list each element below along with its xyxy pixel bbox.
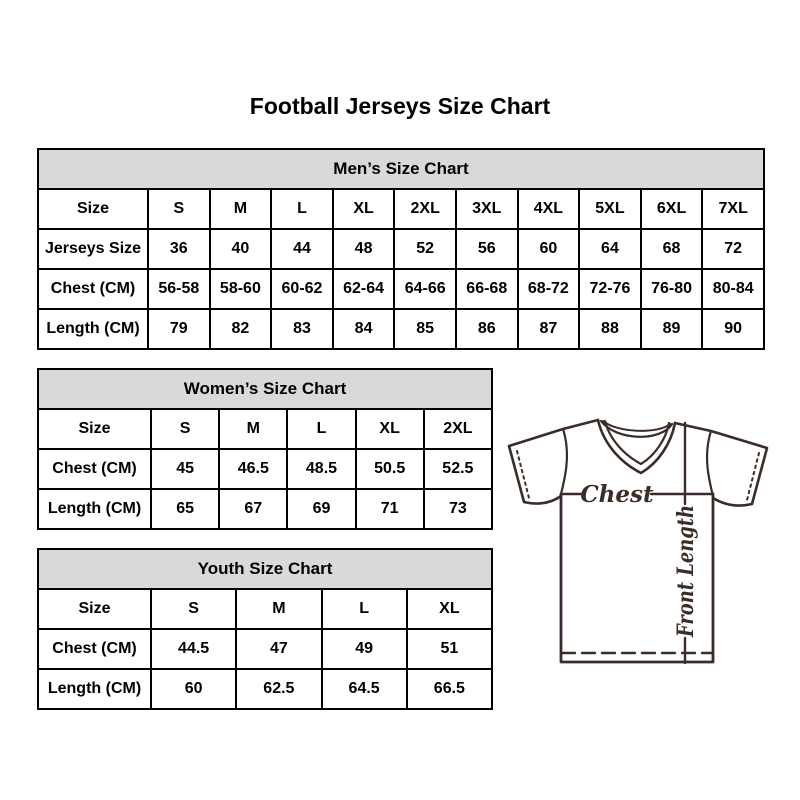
mens-table-row — [38, 189, 764, 229]
youth-row-label: Length (CM) — [38, 669, 151, 709]
womens-cell: XL — [356, 409, 424, 449]
womens-cell: 48.5 — [287, 449, 355, 489]
womens-row-label: Length (CM) — [38, 489, 151, 529]
mens-size-table — [37, 148, 765, 350]
mens-cell: 64-66 — [394, 269, 456, 309]
mens-cell: 85 — [394, 309, 456, 349]
mens-cell: 56-58 — [148, 269, 210, 309]
youth-cell: 49 — [322, 629, 407, 669]
jersey-left-cuff-dotted-line — [517, 451, 529, 498]
youth-size-table-container — [37, 548, 493, 710]
mens-cell: S — [148, 189, 210, 229]
youth-cell: L — [322, 589, 407, 629]
womens-cell: 50.5 — [356, 449, 424, 489]
mens-table-row — [38, 309, 764, 349]
mens-cell: 80-84 — [702, 269, 764, 309]
youth-row-label: Size — [38, 589, 151, 629]
jersey-right-cuff-dotted-line — [747, 453, 759, 500]
womens-cell: M — [219, 409, 287, 449]
youth-table-title: Youth Size Chart — [38, 549, 492, 589]
mens-cell: 90 — [702, 309, 764, 349]
page-title: Football Jerseys Size Chart — [249, 93, 551, 119]
womens-cell: 73 — [424, 489, 492, 529]
womens-cell: 67 — [219, 489, 287, 529]
mens-cell: 6XL — [641, 189, 703, 229]
mens-cell: 4XL — [518, 189, 580, 229]
womens-table-row — [38, 489, 492, 529]
jersey-collar-back-arc-inner — [603, 421, 670, 431]
mens-cell: 79 — [148, 309, 210, 349]
chest-label: Chest — [580, 481, 654, 508]
mens-cell: 48 — [333, 229, 395, 269]
womens-cell: 45 — [151, 449, 219, 489]
mens-cell: 64 — [579, 229, 641, 269]
youth-cell: XL — [407, 589, 492, 629]
mens-row-label: Jerseys Size — [38, 229, 148, 269]
mens-cell: 52 — [394, 229, 456, 269]
youth-cell: 64.5 — [322, 669, 407, 709]
womens-table-row — [38, 409, 492, 449]
mens-cell: 87 — [518, 309, 580, 349]
mens-cell: 84 — [333, 309, 395, 349]
mens-size-table-container — [37, 148, 765, 350]
youth-table-row — [38, 589, 492, 629]
jersey-measurement-diagram — [505, 412, 775, 674]
mens-cell: 62-64 — [333, 269, 395, 309]
mens-cell: 72-76 — [579, 269, 641, 309]
mens-cell: 2XL — [394, 189, 456, 229]
mens-cell: 60 — [518, 229, 580, 269]
mens-cell: 76-80 — [641, 269, 703, 309]
mens-cell: 66-68 — [456, 269, 518, 309]
womens-cell: 71 — [356, 489, 424, 529]
mens-cell: L — [271, 189, 333, 229]
mens-cell: 88 — [579, 309, 641, 349]
mens-cell: 40 — [210, 229, 272, 269]
womens-cell: 46.5 — [219, 449, 287, 489]
mens-cell: 36 — [148, 229, 210, 269]
womens-cell: S — [151, 409, 219, 449]
front-length-label: Front Length — [673, 474, 699, 637]
mens-cell: 44 — [271, 229, 333, 269]
jersey-left-seam — [561, 429, 567, 494]
womens-cell: 65 — [151, 489, 219, 529]
mens-cell: 72 — [702, 229, 764, 269]
mens-cell: 83 — [271, 309, 333, 349]
mens-table-title: Men’s Size Chart — [38, 149, 764, 189]
youth-cell: 66.5 — [407, 669, 492, 709]
mens-row-label: Length (CM) — [38, 309, 148, 349]
mens-row-label: Size — [38, 189, 148, 229]
youth-cell: S — [151, 589, 236, 629]
mens-row-label: Chest (CM) — [38, 269, 148, 309]
youth-cell: 60 — [151, 669, 236, 709]
womens-row-label: Chest (CM) — [38, 449, 151, 489]
mens-cell: 86 — [456, 309, 518, 349]
youth-cell: 51 — [407, 629, 492, 669]
mens-cell: 68-72 — [518, 269, 580, 309]
mens-cell: M — [210, 189, 272, 229]
mens-cell: XL — [333, 189, 395, 229]
mens-cell: 58-60 — [210, 269, 272, 309]
womens-cell: 2XL — [424, 409, 492, 449]
mens-cell: 3XL — [456, 189, 518, 229]
womens-size-table — [37, 368, 493, 530]
youth-cell: 44.5 — [151, 629, 236, 669]
womens-cell: 69 — [287, 489, 355, 529]
mens-cell: 68 — [641, 229, 703, 269]
mens-cell: 82 — [210, 309, 272, 349]
womens-cell: 52.5 — [424, 449, 492, 489]
mens-cell: 5XL — [579, 189, 641, 229]
youth-row-label: Chest (CM) — [38, 629, 151, 669]
womens-table-row — [38, 449, 492, 489]
youth-cell: M — [236, 589, 321, 629]
mens-cell: 56 — [456, 229, 518, 269]
youth-cell: 47 — [236, 629, 321, 669]
womens-row-label: Size — [38, 409, 151, 449]
womens-table-title: Women’s Size Chart — [38, 369, 492, 409]
youth-table-row — [38, 669, 492, 709]
mens-table-row — [38, 229, 764, 269]
jersey-right-seam — [707, 431, 713, 496]
youth-cell: 62.5 — [236, 669, 321, 709]
womens-cell: L — [287, 409, 355, 449]
youth-table-row — [38, 629, 492, 669]
womens-size-table-container — [37, 368, 493, 530]
mens-table-row — [38, 269, 764, 309]
mens-cell: 60-62 — [271, 269, 333, 309]
mens-cell: 89 — [641, 309, 703, 349]
mens-cell: 7XL — [702, 189, 764, 229]
youth-size-table — [37, 548, 493, 710]
